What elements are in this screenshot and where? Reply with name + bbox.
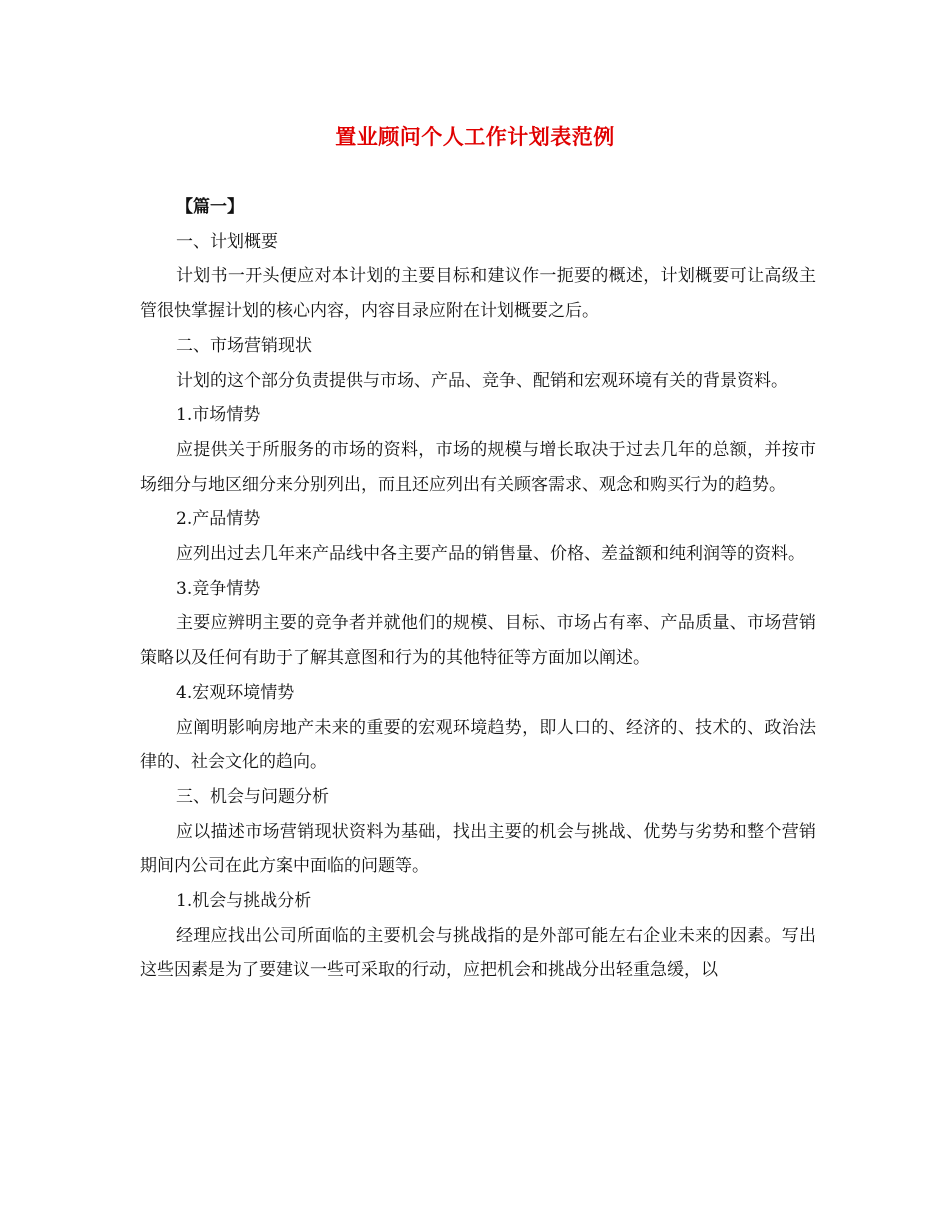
paragraph-plan-summary: 计划书一开头便应对本计划的主要目标和建议作一扼要的概述，计划概要可让高级主管很快掌握计划的核心内容，内容目录应附在计划概要之后。 (140, 266, 816, 322)
heading-opportunity-problem: 三、机会与问题分析 (176, 786, 329, 807)
heading-opportunity-challenge: 1.机会与挑战分析 (176, 891, 312, 912)
paragraph-market-status: 计划的这个部分负责提供与市场、产品、竞争、配销和宏观环境有关的背景资料。 (176, 370, 788, 391)
heading-product-situation: 2.产品情势 (176, 509, 261, 530)
heading-market-situation: 1.市场情势 (176, 405, 261, 426)
paragraph-competition-situation: 主要应辨明主要的竞争者并就他们的规模、目标、市场占有率、产品质量、市场营销策略以及任何有助于了解其意图和行为的其他特征等方面加以阐述。 (140, 613, 816, 669)
heading-plan-summary: 一、计划概要 (176, 231, 278, 252)
paragraph-market-situation: 应提供关于所服务的市场的资料，市场的规模与增长取决于过去几年的总额，并按市场细分与地区细分来分别列出，而且还应列出有关顾客需求、观念和购买行为的趋势。 (140, 439, 816, 495)
paragraph-opportunity-challenge: 经理应找出公司所面临的主要机会与挑战指的是外部可能左右企业未来的因素。写出这些因素是为了要建议一些可采取的行动，应把机会和挑战分出轻重急缓，以 (140, 925, 816, 981)
heading-competition-situation: 3.竞争情势 (176, 578, 261, 599)
document-title: 置业顾问个人工作计划表范例 (335, 124, 615, 149)
paragraph-macro-environment: 应阐明影响房地产未来的重要的宏观环境趋势，即人口的、经济的、技术的、政治法律的、社会文化的趋向。 (140, 717, 816, 773)
paragraph-part-one: 【篇一】 (176, 197, 244, 217)
heading-market-status: 二、市场营销现状 (176, 335, 312, 356)
paragraph-opportunity-problem: 应以描述市场营销现状资料为基础，找出主要的机会与挑战、优势与劣势和整个营销期间内公司在此方案中面临的问题等。 (140, 821, 816, 877)
paragraph-product-situation: 应列出过去几年来产品线中各主要产品的销售量、价格、差益额和纯利润等的资料。 (176, 544, 805, 565)
heading-macro-environment: 4.宏观环境情势 (176, 682, 295, 703)
document-body (140, 190, 816, 988)
